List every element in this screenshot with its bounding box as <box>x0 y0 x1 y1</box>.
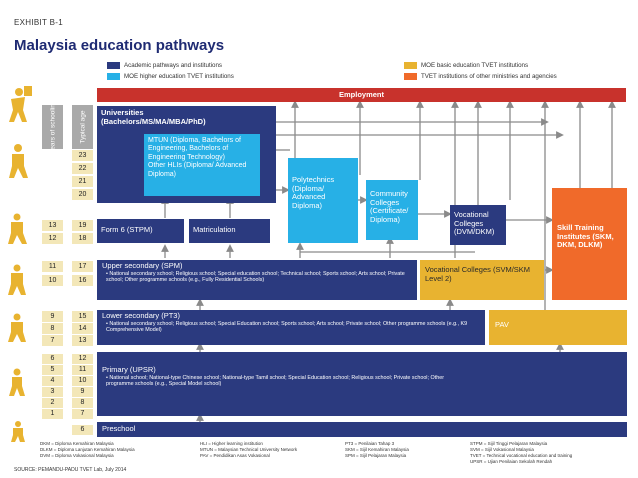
student-figure-icon <box>8 265 26 296</box>
age-cell: 18 <box>72 233 93 244</box>
legend-label-moe-higher: MOE higher education TVET institutions <box>124 73 234 80</box>
community-colleges-box: Community Colleges (Certificate/ Diploma) <box>366 180 418 240</box>
age-cell: 17 <box>72 261 93 272</box>
legend-label-moe-basic: MOE basic education TVET institutions <box>421 62 529 69</box>
age-header: Typical age <box>72 105 93 149</box>
preschool-box: Preschool <box>97 422 627 437</box>
age-cell: 19 <box>72 220 93 231</box>
year-cell: 12 <box>42 233 63 244</box>
footnote-column: DKM = Diploma Kemahiran Malaysia DLKM = Diploma Lanjutan Kemahiran Malaysia DVM = Diploma Vokasional Malaysia <box>40 441 135 459</box>
year-cell: 8 <box>42 323 63 334</box>
age-cell: 9 <box>72 387 93 397</box>
year-cell: 10 <box>42 275 63 286</box>
pav-box: PAV <box>489 310 627 345</box>
age-cell: 13 <box>72 335 93 346</box>
year-cell: 3 <box>42 387 63 397</box>
age-cell: 15 <box>72 311 93 322</box>
legend-label-other-ministries: TVET institutions of other ministries and agencies <box>421 73 557 80</box>
exhibit-label: EXHIBIT B-1 <box>14 18 63 27</box>
vocational-colleges-dvm-box: Vocational Colleges (DVM/DKM) <box>450 205 506 245</box>
age-cell: 7 <box>72 409 93 419</box>
source-note: SOURCE: PEMANDU-PADU TVET Lab, July 2014 <box>14 467 127 473</box>
student-figure-icon <box>8 214 27 245</box>
page-title: Malaysia education pathways <box>14 37 225 54</box>
graduate-figure-icon <box>9 86 32 122</box>
age-cell: 14 <box>72 323 93 334</box>
footnote-column: STPM = Sijil Tinggi Pelajaran Malaysia SVM = Sijil Vokasional Malaysia TVET = Technical vocational education and training UPSR = Ujian Penilaian Sekolah Rendah <box>470 441 573 465</box>
skill-training-box: Skill Training Institutes (SKM, DKM, DLKM) <box>552 188 627 300</box>
age-cell: 10 <box>72 376 93 386</box>
age-cell: 16 <box>72 275 93 286</box>
age-cell: 23 <box>72 150 93 161</box>
polytechnics-box: Polytechnics (Diploma/ Advanced Diploma) <box>288 158 358 243</box>
primary-box: Primary (UPSR) • National school; National-type Chinese school; National-type Tamil school; Special Education school; Religious school; Private school; Other programme schools (e.g., Special Model school) <box>97 352 627 416</box>
employment-bar: Employment <box>97 88 626 102</box>
student-figure-icon <box>8 314 26 343</box>
age-cell: 20 <box>72 189 93 200</box>
year-cell: 9 <box>42 311 63 322</box>
lower-secondary-box: Lower secondary (PT3) • National secondary school; Religious school; Special Education school; Sports school; Arts school; Private school; Other programme schools (e.g., K9 Comprehensive Model) <box>97 310 485 345</box>
child-figure-icon <box>11 421 25 442</box>
years-header: Years of schooling <box>42 105 63 149</box>
age-cell: 12 <box>72 354 93 364</box>
age-cell: 8 <box>72 398 93 408</box>
footnote-column: PT3 = Penilaian Tahap 3 SKM = Sijil Kemahiran Malaysia SPM = Sijil Pelajaran Malaysia <box>345 441 409 459</box>
year-cell: 2 <box>42 398 63 408</box>
form6-box: Form 6 (STPM) <box>97 219 184 243</box>
vocational-colleges-svm-box: Vocational Colleges (SVM/SKM Level 2) <box>420 260 544 300</box>
year-cell: 6 <box>42 354 63 364</box>
child-figure-icon <box>9 369 25 397</box>
age-cell: 21 <box>72 176 93 187</box>
year-cell: 4 <box>42 376 63 386</box>
footnote-column: HLI = Higher learning institution MTUN = Malaysian Technical University Network PAV = Pendidikan Asas Vokasional <box>200 441 298 459</box>
upper-secondary-box: Upper secondary (SPM) • National secondary school; Religious school; Special education school; Technical school; Sports school; Arts school; Private school; Other programme schools (e.g., Fully Residential Schools) <box>97 260 417 300</box>
universities-box: Universities (Bachelors/MS/MA/MBA/PhD) <box>97 106 276 203</box>
age-cell: 11 <box>72 365 93 375</box>
year-cell: 11 <box>42 261 63 272</box>
year-cell: 13 <box>42 220 63 231</box>
matriculation-box: Matriculation <box>189 219 270 243</box>
student-figure-icon <box>9 144 28 178</box>
legend-label-academic: Academic pathways and institutions <box>124 62 223 69</box>
year-cell: 7 <box>42 335 63 346</box>
age-cell: 22 <box>72 163 93 174</box>
year-cell: 5 <box>42 365 63 375</box>
age-cell: 6 <box>72 425 93 435</box>
mtun-box: MTUN (Diploma, Bachelors of Engineering, Bachelors of Engineering Technology) Other HLIs (Diploma/ Advanced Diploma) <box>144 134 260 196</box>
year-cell: 1 <box>42 409 63 419</box>
